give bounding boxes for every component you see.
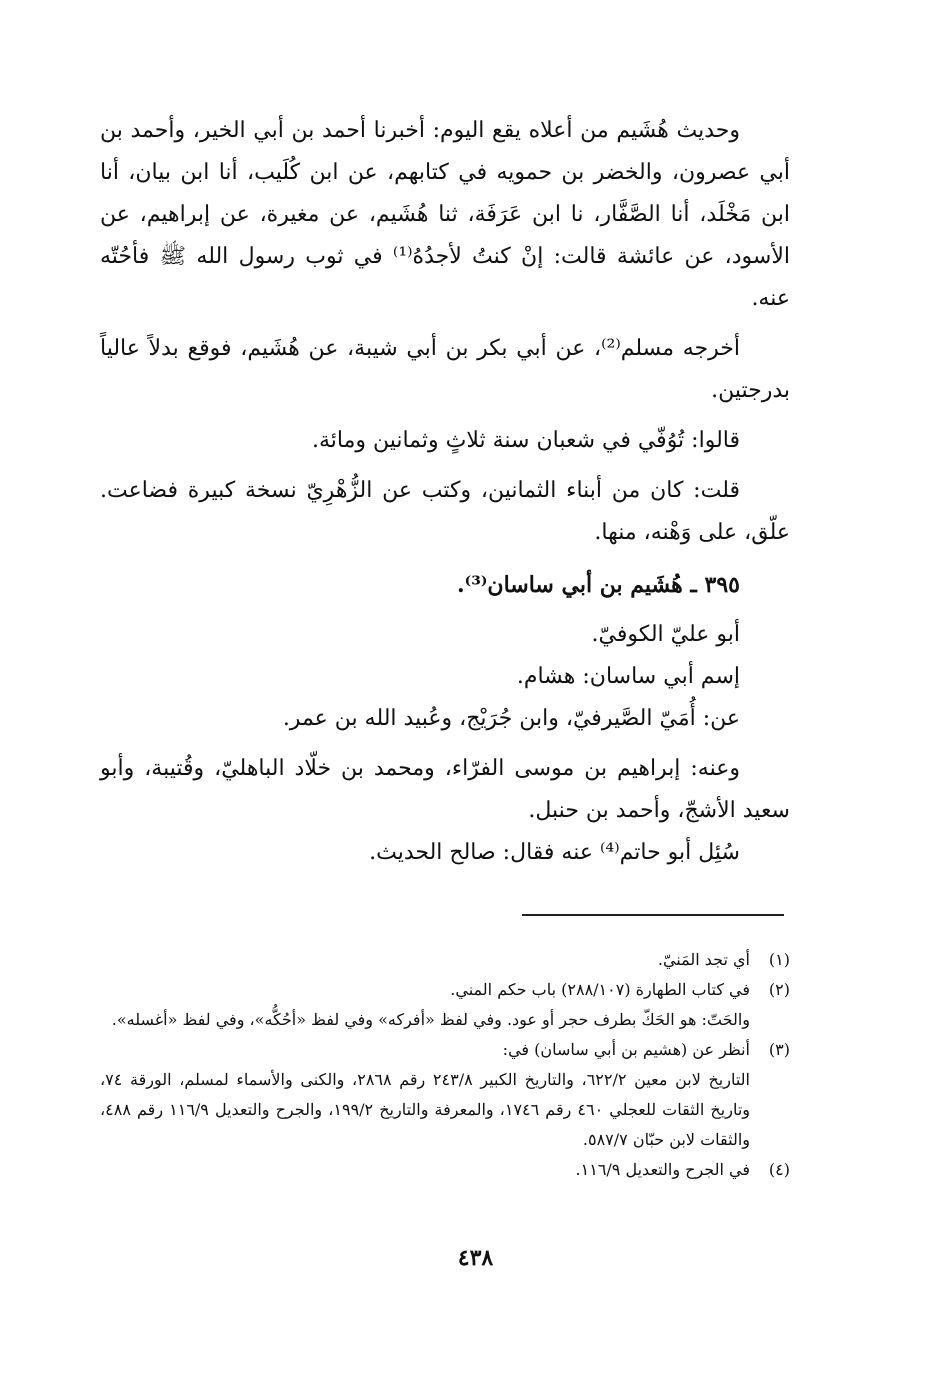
footnote-number: (٤) xyxy=(768,1160,790,1179)
footnote-1 xyxy=(100,945,790,975)
entry-narrated-from: عن: أُمَيّ الصَّيرفيّ، وابن جُرَيْج، وعُبيد الله بن عمر. xyxy=(282,706,740,731)
main-text xyxy=(100,110,790,874)
footnote-2 xyxy=(100,975,790,1035)
entry-title: ٣٩٥ ـ هُشَيم بن أبي ساسان⁽³⁾. xyxy=(457,572,740,598)
entry-narrated-by: وعنه: إبراهيم بن موسى الفرّاء، ومحمد بن خلّاد الباهليّ، وقُتيبة، وأبو سعيد الأشجّ، وأحمد بن حنبل. xyxy=(100,756,790,823)
footnote-line: التاريخ لابن معين ٦٢٢/٢، والتاريخ الكبير ٢٤٣/٨ رقم ٢٨٦٨، والكنى والأسماء لمسلم، الورقة ٧٤، وتاريخ الثقات للعجلي ٤٦٠ رقم ١٧٤٦، والمعرفة والتاريخ ١٩٩/٢، والجرح والتعديل ١١٦/٩ رقم ٤٨٨، والثقات لابن حبّان ٥٨٧/٧. xyxy=(100,1070,750,1149)
footnote-divider xyxy=(522,914,784,916)
entry-father-name: إسم أبي ساسان: هشام. xyxy=(516,664,740,689)
entry-kunya: أبو عليّ الكوفيّ. xyxy=(591,622,740,647)
footnote-number: (١) xyxy=(768,950,790,969)
footnote-3 xyxy=(100,1035,790,1155)
paragraph-death-date: قالوا: تُوُفّي في شعبان سنة ثلاثٍ وثمانين ومائة. xyxy=(311,428,740,453)
footnote-line: في الجرح والتعديل ١١٦/٩. xyxy=(575,1160,750,1179)
footnotes xyxy=(100,945,790,1185)
footnote-text xyxy=(100,945,750,975)
footnote-4 xyxy=(100,1155,790,1185)
footnote-line: والحَتّ: هو الحَكّ بطرف حجر أو عود. وفي لفظ «أفركه» وفي لفظ «أحُكُّه»، وفي لفظ «أغسله». xyxy=(111,1010,750,1029)
footnote-line: في كتاب الطهارة (٢٨٨/١٠٧) باب حكم المني. xyxy=(450,980,750,999)
page-number: ٤٣٨ xyxy=(457,1245,494,1271)
footnote-text xyxy=(100,1035,750,1155)
entry-abu-hatim: سُئِل أبو حاتم⁽⁴⁾ عنه فقال: صالح الحديث. xyxy=(369,840,740,865)
paragraph-muslim-note: أخرجه مسلم⁽²⁾، عن أبي بكر بن أبي شيبة، عن هُشَيم، فوقع بدلاً عالياً بدرجتين. xyxy=(100,336,790,403)
footnote-text xyxy=(100,975,750,1035)
footnote-line: أنظر عن (هشيم بن أبي ساسان) في: xyxy=(502,1040,750,1059)
footnote-number: (٣) xyxy=(768,1040,790,1059)
paragraph-author-comment: قلت: كان من أبناء الثمانين، وكتب عن الزُّهْرِيّ نسخة كبيرة فضاعت. علّق، على وَهْنه، منها. xyxy=(100,478,790,545)
footnote-text xyxy=(100,1155,750,1185)
footnote-line: أي تجد المَنيّ. xyxy=(657,950,750,969)
footnote-number: (٢) xyxy=(768,980,790,999)
paragraph-hadith-chain: وحديث هُشَيم من أعلاه يقع اليوم: أخبرنا أحمد بن أبي الخير، وأحمد بن أبي عصرون، والخضر بن حمويه في كتابهم، عن ابن كُلَيب، أنا ابن بيان، أنا ابن مَخْلَد، أنا الصَّفَّار، نا ابن عَرَفَة، ثنا هُشَيم، عن مغيرة، عن إبراهيم، عن الأسود، عن عائشة قالت: إنْ كنتُ لأجدُهُ⁽¹⁾ في ثوب رسول الله ﷺ فأحُتّه عنه. xyxy=(100,118,791,311)
